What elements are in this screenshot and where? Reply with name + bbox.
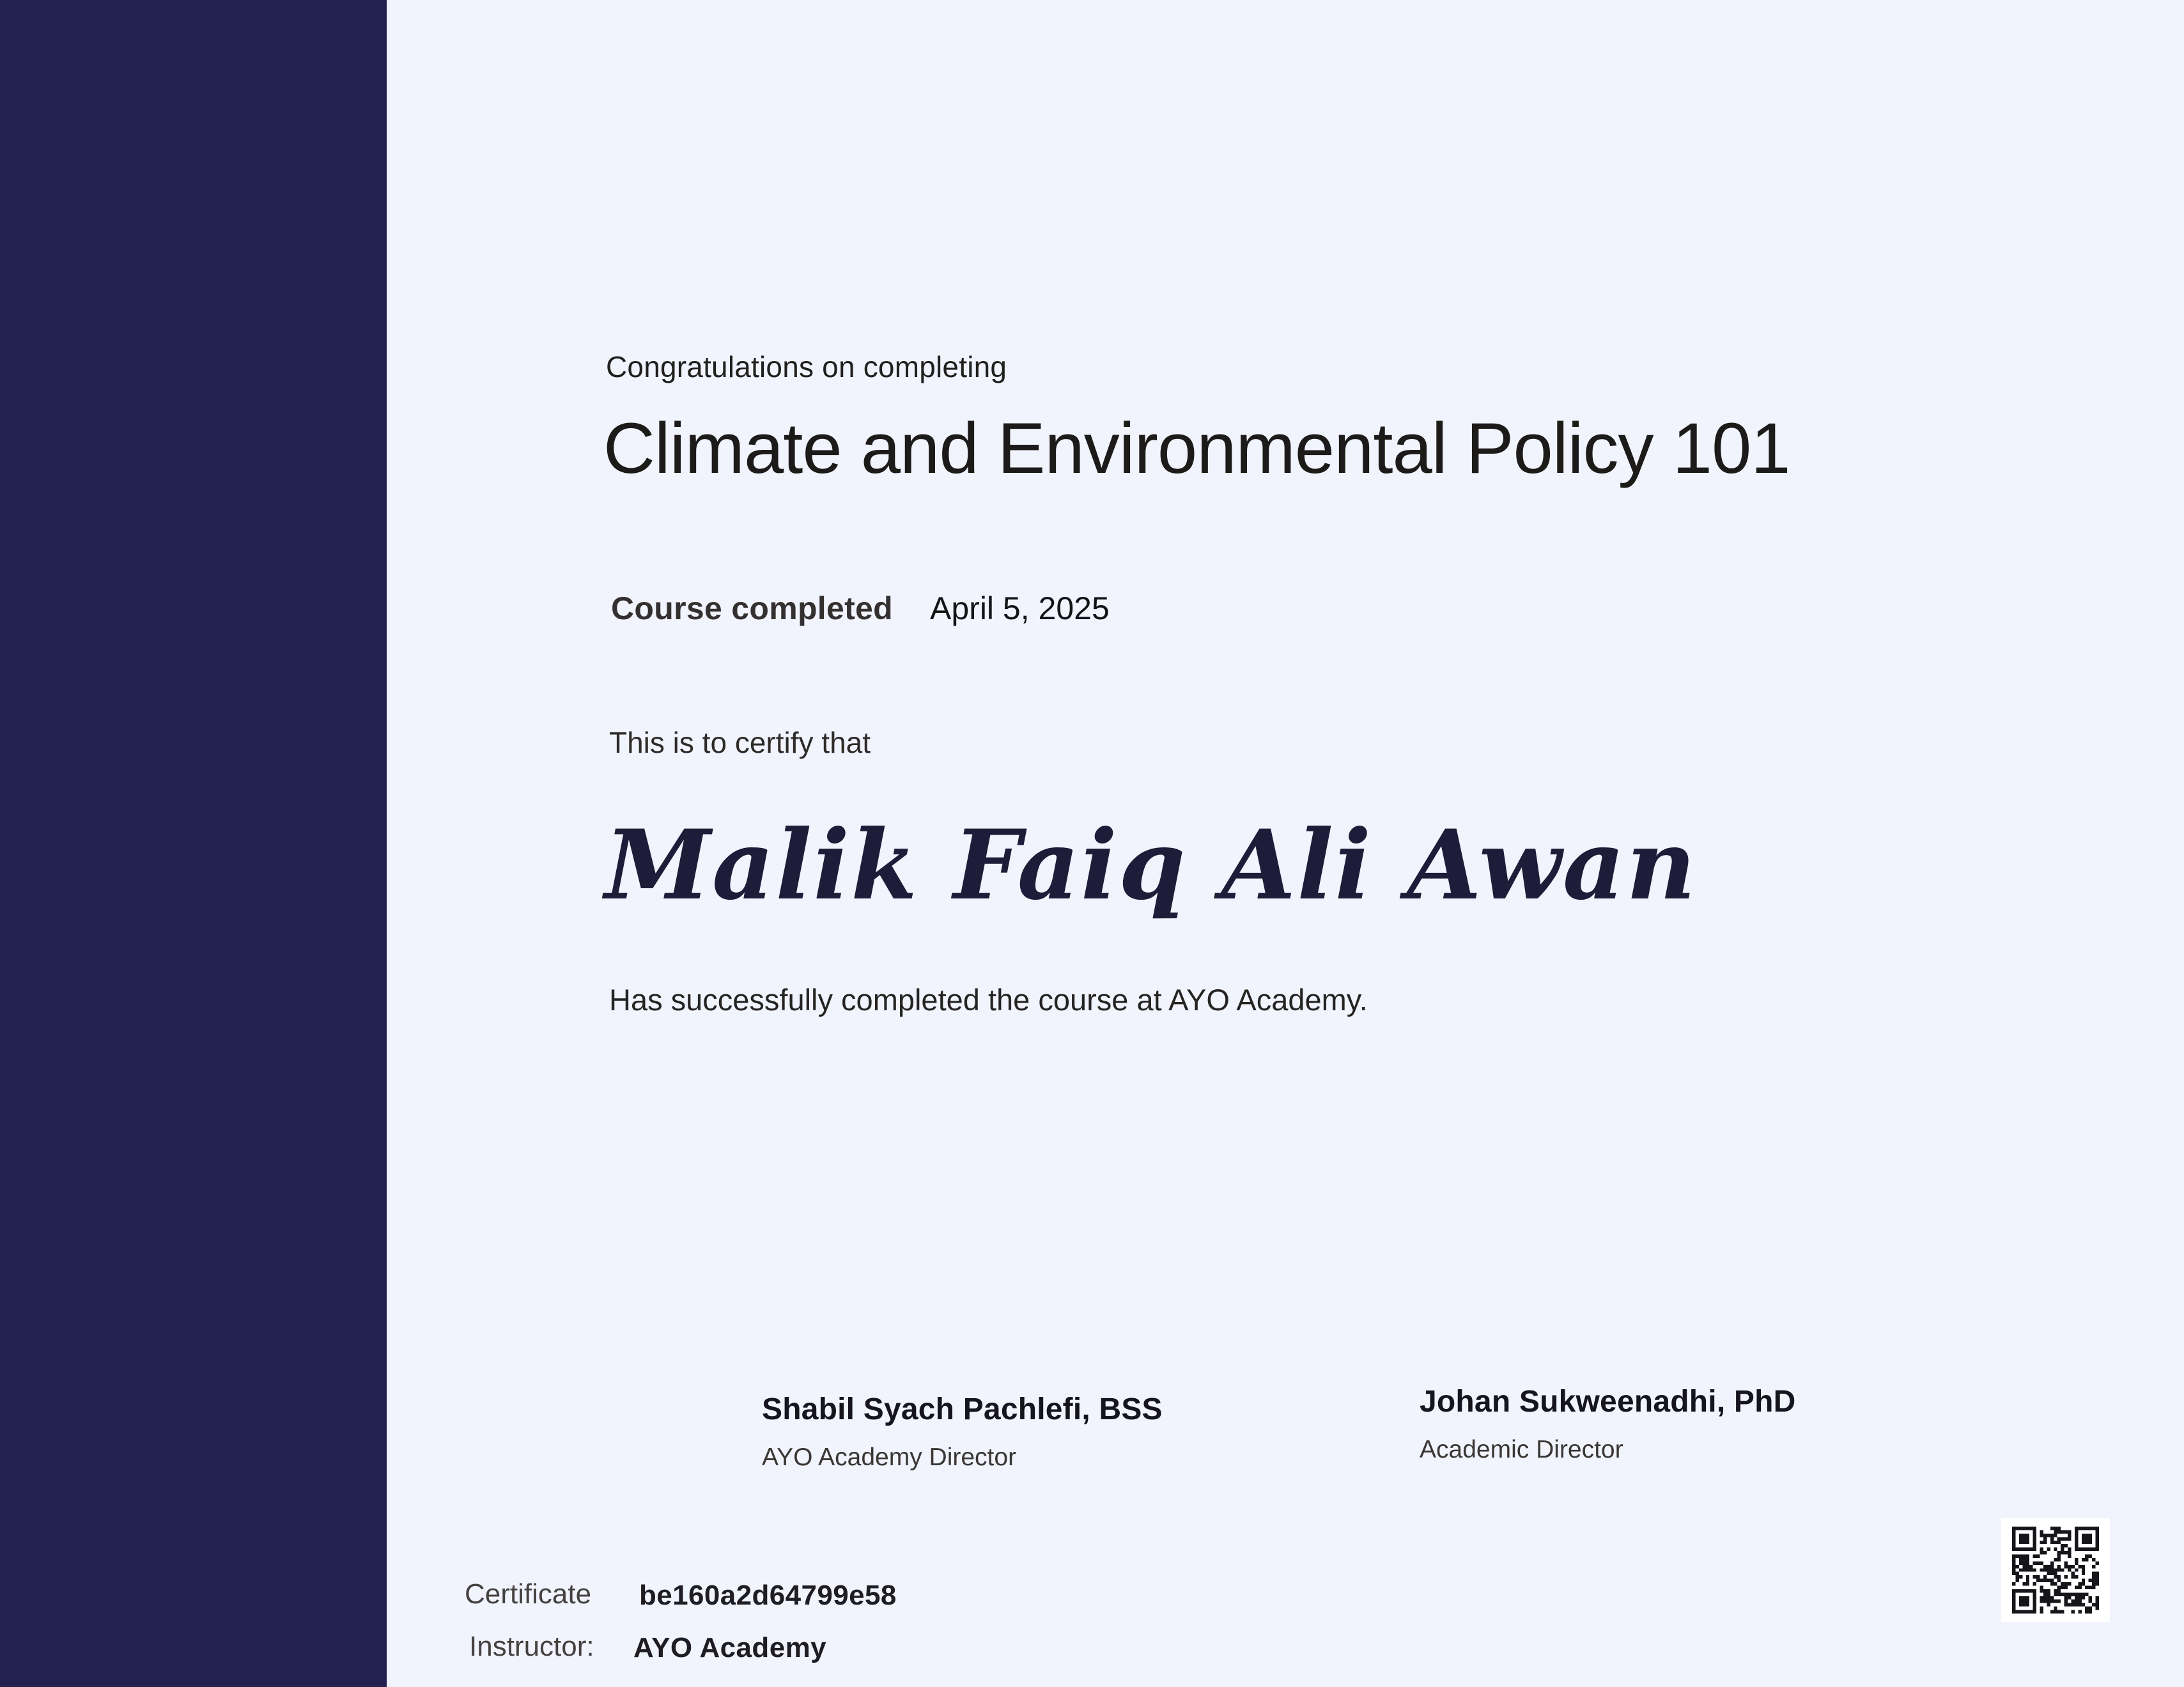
qr-code [2001,1518,2110,1622]
signer-title-right: Academic Director [1420,1436,1623,1463]
course-completed-label: Course completed [611,590,894,626]
congratulations-text: Congratulations on completing [606,350,1007,383]
certificate-id: be160a2d64799e58 [639,1580,897,1611]
recipient-name: Malik Faiq Ali Awan [605,809,1698,921]
course-completed-row [611,590,1110,628]
course-completed-date: April 5, 2025 [930,590,1110,626]
instructor-label: Instructor: [469,1631,594,1662]
signer-name-left: Shabil Syach Pachlefi, BSS [762,1392,1163,1426]
signature-block-right [1420,1384,1796,1464]
completion-statement: Has successfully completed the course at AYO Academy. [609,983,1368,1017]
certificate-label: Certificate [465,1578,592,1610]
instructor-value: AYO Academy [633,1632,826,1663]
signature-block-left [762,1392,1163,1472]
course-title: Climate and Environmental Policy 101 [603,408,1790,488]
signer-title-left: AYO Academy Director [762,1444,1017,1471]
sidebar-accent-band [0,0,387,1687]
signer-name-right: Johan Sukweenadhi, PhD [1420,1385,1796,1419]
certify-lead-text: This is to certify that [609,726,871,759]
